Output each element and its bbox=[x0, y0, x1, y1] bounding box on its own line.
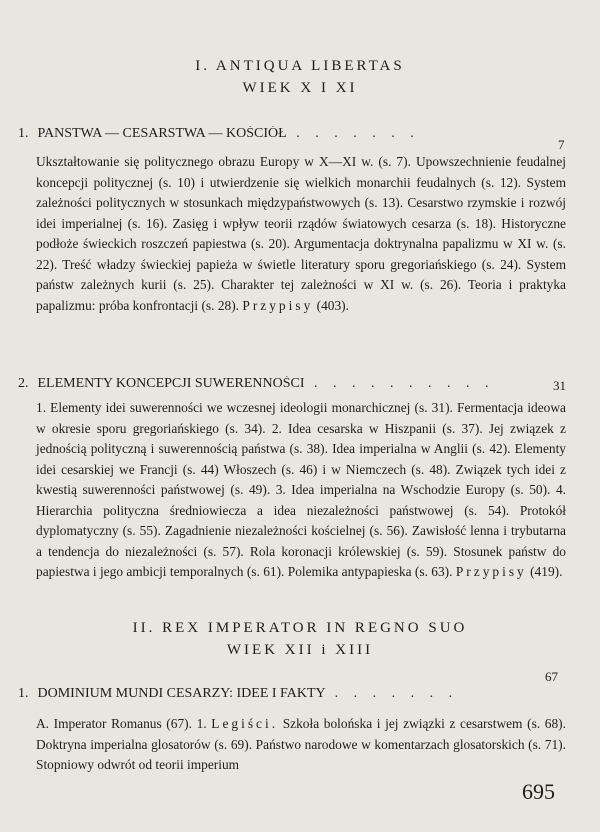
footnote-label: Przypisy bbox=[455, 564, 527, 579]
part-subtitle: WIEK XII i XIII bbox=[226, 642, 374, 658]
section-heading bbox=[18, 376, 570, 392]
summary-text: 1. Elementy idei suwerenności we wczesnej ideologii monarchicznej (s. 31). Fermentacja ideowa w okresie sporu gregoriańskiego (s. 34). 2. Idea cesarska w Hiszpanii (s. 37). Jej związek z jednością polityczną i suwerennością państwa (s. 38). Idea imperialna w Anglii (s. 42). Elementy idei cesarskiej we Francji (s. 44) Włoszech (s. 46) i w Niemczech (s. 48). Związek tych idei z kwestią suwerenności państwowej (s. 49). 3. Idea imperialna na Wschodzie Europy (s. 50). 4. Hierarchia polityczna średniowiecza a idea niezależności państwowej (s. 54). Protokół dyplomatyczny (s. 55). Zagadnienie niezależności kościelnej (s. 56). Zawisłość lenna i trybutarna a tendencja do niezależności (s. 57). Rola koronacji królewskiej (s. 59). Stosunek państw do papiestwa i jego ambicji temporalnych (s. 61). Polemika antypapieska (s. 63). bbox=[36, 400, 566, 579]
section-summary bbox=[36, 152, 566, 356]
leader-dots: . . . . . . . bbox=[296, 126, 420, 141]
section-page-number: 31 bbox=[553, 378, 566, 393]
section-page-number: 7 bbox=[558, 137, 565, 152]
section-title: DOMINIUM MUNDI CESARZY: IDEE I FAKTY bbox=[37, 686, 326, 701]
section-heading bbox=[18, 686, 570, 702]
leader-dots: . . . . . . . . . . bbox=[314, 376, 495, 391]
footnote-page: (403). bbox=[316, 297, 349, 313]
section-title: ELEMENTY KONCEPCJI SUWERENNOŚCI bbox=[37, 376, 305, 391]
section-title: PANSTWA — CESARSTWA — KOŚCIÓŁ bbox=[37, 126, 287, 141]
section-heading bbox=[18, 126, 570, 142]
part-title: II. REX IMPERATOR IN REGNO SUO bbox=[132, 620, 468, 636]
leader-dots: . . . . . . . bbox=[334, 686, 459, 701]
section-number: 1. bbox=[18, 126, 29, 141]
page-number: 695 bbox=[522, 779, 555, 804]
summary-text: A. Imperator Romanus (67). 1. bbox=[36, 716, 207, 731]
section-number: 2. bbox=[18, 376, 29, 391]
footnote-page: (419). bbox=[530, 564, 563, 579]
part-subtitle: WIEK X I XI bbox=[242, 80, 358, 96]
section-summary bbox=[36, 714, 566, 778]
section-number: 1. bbox=[18, 686, 29, 701]
section-summary bbox=[36, 398, 566, 580]
summary-text-continued: Szkoła bolońska i jej związki z cesarstwem (s. 68). Doktryna imperialna glosatorów (s. 69). Państwo narodowe w komentarzach glosatorskich (s. 71). Stopniowy odwrót od teorii imperium bbox=[36, 716, 566, 772]
emphasized-term: Legiści. bbox=[211, 716, 279, 731]
section-page-number: 67 bbox=[545, 669, 558, 684]
part-title: I. ANTIQUA LIBERTAS bbox=[195, 58, 405, 74]
footnote-label: Przypisy bbox=[242, 297, 314, 313]
summary-text: Ukształtowanie się politycznego obrazu Europy w X—XI w. (s. 7). Upowszechnienie feudalnej koncepcji politycznej (s. 10) i utwierdzenie się wielkich monarchii feudalnych (s. 12). System zależności politycznych w stosunkach międzypaństwowych (s. 13). Cesarstwo rzymskie i rozwój idei imperialnej (s. 16). Zasięg i wpływ teorii rządów światowych cesarza (s. 18). Historyczne podłoże świeckich roszczeń papiestwa (s. 20). Argumentacja doktrynalna papalizmu w XI w. (s. 22). Treść władzy świeckiej papieża w świetle literatury sporu gregoriańskiego (s. 24). System państw zależnych kurii (s. 25). Charakter tej zależności w XI w. (s. 26). Teoria i praktyka papalizmu: próba konfrontacji (s. 28). bbox=[36, 154, 566, 313]
